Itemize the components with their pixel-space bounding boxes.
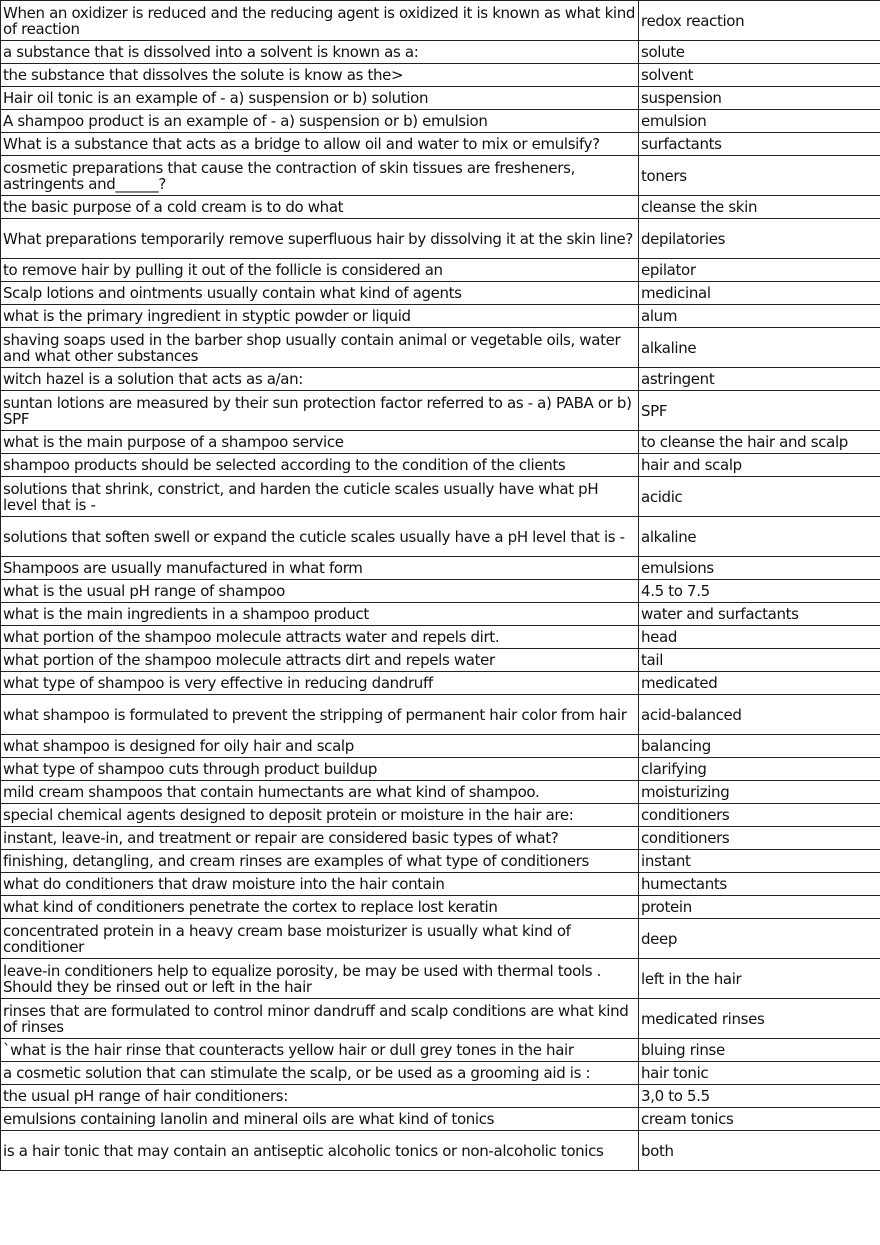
answer-cell: deep xyxy=(639,919,880,959)
question-cell: rinses that are formulated to control minor dandruff and scalp conditions are what kind of rinses xyxy=(1,999,639,1039)
table-row xyxy=(1,110,880,133)
question-cell: suntan lotions are measured by their sun protection factor referred to as - a) PABA or b) SPF xyxy=(1,391,639,431)
answer-cell: SPF xyxy=(639,391,880,431)
table-row xyxy=(1,626,880,649)
question-cell: what is the main ingredients in a shampoo product xyxy=(1,603,639,626)
answer-cell: cleanse the skin xyxy=(639,196,880,219)
answer-cell: solvent xyxy=(639,64,880,87)
table-row xyxy=(1,305,880,328)
answer-cell: redox reaction xyxy=(639,1,880,41)
answer-cell: protein xyxy=(639,896,880,919)
table-row xyxy=(1,672,880,695)
question-cell: concentrated protein in a heavy cream base moisturizer is usually what kind of conditioner xyxy=(1,919,639,959)
question-cell: Scalp lotions and ointments usually contain what kind of agents xyxy=(1,282,639,305)
answer-cell: suspension xyxy=(639,87,880,110)
table-row xyxy=(1,603,880,626)
table-row xyxy=(1,259,880,282)
answer-cell: epilator xyxy=(639,259,880,282)
question-cell: leave-in conditioners help to equalize porosity, be may be used with thermal tools . Should they be rinsed out or left in the hair xyxy=(1,959,639,999)
table-row xyxy=(1,557,880,580)
answer-cell: instant xyxy=(639,850,880,873)
question-cell: the usual pH range of hair conditioners: xyxy=(1,1085,639,1108)
answer-cell: medicated xyxy=(639,672,880,695)
table-row xyxy=(1,959,880,999)
table-row xyxy=(1,896,880,919)
question-cell: A shampoo product is an example of - a) suspension or b) emulsion xyxy=(1,110,639,133)
table-row xyxy=(1,87,880,110)
question-cell: what is the primary ingredient in styptic powder or liquid xyxy=(1,305,639,328)
table-row xyxy=(1,156,880,196)
question-cell: special chemical agents designed to deposit protein or moisture in the hair are: xyxy=(1,804,639,827)
table-row xyxy=(1,1039,880,1062)
table-row xyxy=(1,454,880,477)
table-row xyxy=(1,282,880,305)
question-cell: mild cream shampoos that contain humectants are what kind of shampoo. xyxy=(1,781,639,804)
answer-cell: emulsions xyxy=(639,557,880,580)
answer-cell: toners xyxy=(639,156,880,196)
table-row xyxy=(1,1062,880,1085)
answer-cell: clarifying xyxy=(639,758,880,781)
table-row xyxy=(1,368,880,391)
table-row xyxy=(1,517,880,557)
question-cell: emulsions containing lanolin and mineral oils are what kind of tonics xyxy=(1,1108,639,1131)
answer-cell: tail xyxy=(639,649,880,672)
question-cell: When an oxidizer is reduced and the reducing agent is oxidized it is known as what kind of reaction xyxy=(1,1,639,41)
table-row xyxy=(1,133,880,156)
answer-cell: acid-balanced xyxy=(639,695,880,735)
table-row xyxy=(1,758,880,781)
table-row xyxy=(1,41,880,64)
answer-cell: water and surfactants xyxy=(639,603,880,626)
table-row xyxy=(1,477,880,517)
answer-cell: 4.5 to 7.5 xyxy=(639,580,880,603)
answer-cell: astringent xyxy=(639,368,880,391)
question-cell: shampoo products should be selected according to the condition of the clients xyxy=(1,454,639,477)
table-row xyxy=(1,781,880,804)
question-cell: what portion of the shampoo molecule attracts dirt and repels water xyxy=(1,649,639,672)
table-row xyxy=(1,219,880,259)
table-row xyxy=(1,196,880,219)
table-row xyxy=(1,873,880,896)
question-cell: Shampoos are usually manufactured in what form xyxy=(1,557,639,580)
answer-cell: bluing rinse xyxy=(639,1039,880,1062)
table-row xyxy=(1,804,880,827)
answer-cell: cream tonics xyxy=(639,1108,880,1131)
question-cell: what kind of conditioners penetrate the cortex to replace lost keratin xyxy=(1,896,639,919)
question-cell: shaving soaps used in the barber shop usually contain animal or vegetable oils, water and what other substances xyxy=(1,328,639,368)
question-cell: the substance that dissolves the solute is know as the> xyxy=(1,64,639,87)
question-cell: the basic purpose of a cold cream is to do what xyxy=(1,196,639,219)
question-cell: what portion of the shampoo molecule attracts water and repels dirt. xyxy=(1,626,639,649)
question-cell: `what is the hair rinse that counteracts yellow hair or dull grey tones in the hair xyxy=(1,1039,639,1062)
answer-cell: alum xyxy=(639,305,880,328)
answer-cell: medicated rinses xyxy=(639,999,880,1039)
question-cell: instant, leave-in, and treatment or repair are considered basic types of what? xyxy=(1,827,639,850)
answer-cell: conditioners xyxy=(639,804,880,827)
table-row xyxy=(1,1108,880,1131)
table-row xyxy=(1,1131,880,1171)
table-row xyxy=(1,391,880,431)
question-cell: what do conditioners that draw moisture into the hair contain xyxy=(1,873,639,896)
answer-cell: emulsion xyxy=(639,110,880,133)
question-cell: solutions that shrink, constrict, and harden the cuticle scales usually have what pH level that is - xyxy=(1,477,639,517)
answer-cell: left in the hair xyxy=(639,959,880,999)
question-cell: a substance that is dissolved into a solvent is known as a: xyxy=(1,41,639,64)
question-cell: to remove hair by pulling it out of the follicle is considered an xyxy=(1,259,639,282)
question-cell: finishing, detangling, and cream rinses are examples of what type of conditioners xyxy=(1,850,639,873)
table-row xyxy=(1,735,880,758)
flashcard-rows xyxy=(1,1,880,1171)
question-cell: is a hair tonic that may contain an antiseptic alcoholic tonics or non-alcoholic tonics xyxy=(1,1131,639,1171)
answer-cell: medicinal xyxy=(639,282,880,305)
question-cell: what is the main purpose of a shampoo service xyxy=(1,431,639,454)
answer-cell: moisturizing xyxy=(639,781,880,804)
question-cell: What preparations temporarily remove superfluous hair by dissolving it at the skin line? xyxy=(1,219,639,259)
question-cell: what is the usual pH range of shampoo xyxy=(1,580,639,603)
table-row xyxy=(1,919,880,959)
answer-cell: 3,0 to 5.5 xyxy=(639,1085,880,1108)
question-cell: cosmetic preparations that cause the contraction of skin tissues are fresheners, astringents and______? xyxy=(1,156,639,196)
table-row xyxy=(1,827,880,850)
answer-cell: alkaline xyxy=(639,328,880,368)
answer-cell: acidic xyxy=(639,477,880,517)
table-row xyxy=(1,580,880,603)
answer-cell: to cleanse the hair and scalp xyxy=(639,431,880,454)
table-row xyxy=(1,695,880,735)
answer-cell: humectants xyxy=(639,873,880,896)
table-row xyxy=(1,1085,880,1108)
table-row xyxy=(1,431,880,454)
answer-cell: surfactants xyxy=(639,133,880,156)
answer-cell: conditioners xyxy=(639,827,880,850)
table-row xyxy=(1,850,880,873)
answer-cell: both xyxy=(639,1131,880,1171)
answer-cell: alkaline xyxy=(639,517,880,557)
answer-cell: depilatories xyxy=(639,219,880,259)
answer-cell: hair tonic xyxy=(639,1062,880,1085)
question-cell: solutions that soften swell or expand the cuticle scales usually have a pH level that is - xyxy=(1,517,639,557)
question-cell: what shampoo is designed for oily hair and scalp xyxy=(1,735,639,758)
question-cell: What is a substance that acts as a bridge to allow oil and water to mix or emulsify? xyxy=(1,133,639,156)
question-cell: a cosmetic solution that can stimulate the scalp, or be used as a grooming aid is : xyxy=(1,1062,639,1085)
question-cell: what type of shampoo is very effective in reducing dandruff xyxy=(1,672,639,695)
answer-cell: solute xyxy=(639,41,880,64)
table-row xyxy=(1,64,880,87)
table-row xyxy=(1,999,880,1039)
answer-cell: hair and scalp xyxy=(639,454,880,477)
table-row xyxy=(1,1,880,41)
question-cell: witch hazel is a solution that acts as a/an: xyxy=(1,368,639,391)
answer-cell: head xyxy=(639,626,880,649)
question-cell: what type of shampoo cuts through product buildup xyxy=(1,758,639,781)
question-cell: what shampoo is formulated to prevent the stripping of permanent hair color from hair xyxy=(1,695,639,735)
table-row xyxy=(1,328,880,368)
answer-cell: balancing xyxy=(639,735,880,758)
question-cell: Hair oil tonic is an example of - a) suspension or b) solution xyxy=(1,87,639,110)
table-row xyxy=(1,649,880,672)
